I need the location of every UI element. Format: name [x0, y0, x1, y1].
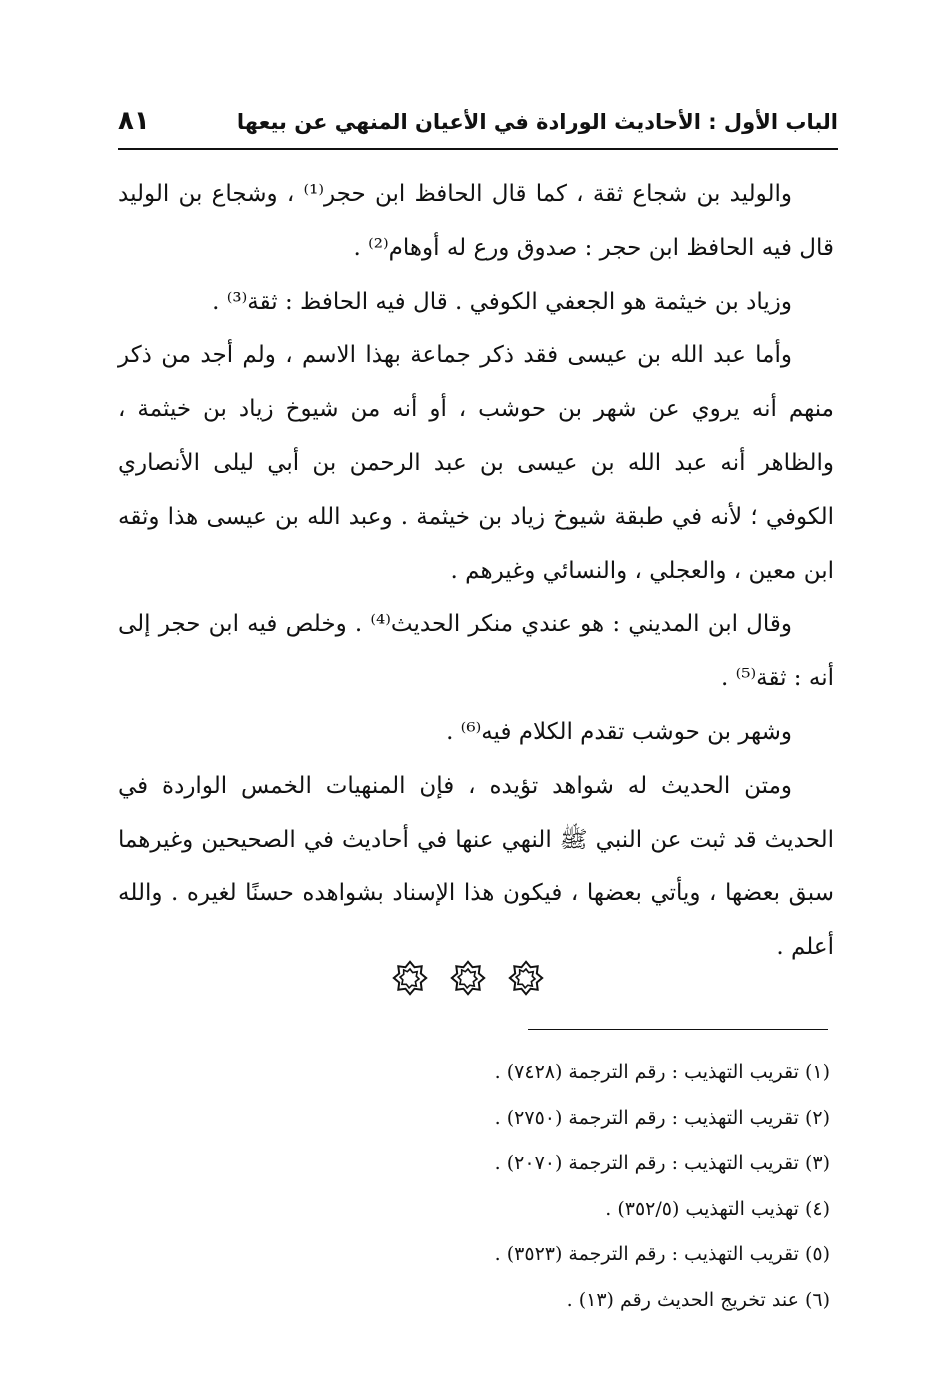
paragraph: والوليد بن شجاع ثقة ، كما قال الحافظ ابن حجر⁽¹⁾ ، وشجاع بن الوليد قال فيه الحافظ ابن حجر : صدوق ورع له أوهام⁽²⁾ . [118, 181, 834, 261]
footnote: (٤) تهذيب التهذيب (٣٥٢/٥) . [605, 1197, 830, 1220]
header-rule [118, 148, 838, 150]
paragraph: وأما عبد الله بن عيسى فقد ذكر جماعة بهذا الاسم ، ولم أجد من ذكر منهم أنه يروي عن شهر بن حوشب ، أو أنه من شيوخ زياد بن خيثمة ، والظاهر أنه عبد الله بن عيسى بن عبد الرحمن بن أبي ليلى الأنصاري الكوفي ؛ لأنه في طبقة شيوخ زياد بن خيثمة . وعبد الله بن عيسى هذا وثقه ابن معين ، والعجلي ، والنسائي وغيرهم . [118, 342, 834, 584]
footnotes [300, 1050, 830, 1324]
page-number: ٨١ [118, 106, 150, 136]
paragraph: ومتن الحديث له شواهد تؤيده ، فإن المنهيات الخمس الواردة في الحديث قد ثبت عن النبي ﷺ النهي عنها في أحاديث في الصحيحين وغيرهما سبق بعضها ، ويأتي بعضها ، فيكون هذا الإسناد بشواهده حسنًا لغيره . والله أعلم . [118, 772, 834, 961]
star-ornament-icon [392, 958, 428, 998]
star-ornament-icon [450, 958, 486, 998]
footnote: (٦) عند تخريج الحديث رقم (١٣) . [566, 1288, 830, 1311]
star-ornament-icon [508, 958, 544, 998]
footnote: (٢) تقريب التهذيب : رقم الترجمة (٢٧٥٠) . [494, 1106, 830, 1129]
section-ornaments [0, 958, 946, 1002]
footnote: (٣) تقريب التهذيب : رقم الترجمة (٢٠٧٠) . [494, 1152, 830, 1175]
main-text [118, 168, 834, 975]
paragraph: وشهر بن حوشب تقدم الكلام فيه⁽⁶⁾ . [446, 718, 792, 745]
paragraph: وقال ابن المديني : هو عندي منكر الحديث⁽⁴⁾ . وخلص فيه ابن حجر إلى أنه : ثقة⁽⁵⁾ . [118, 611, 834, 692]
footnote: (٥) تقريب التهذيب : رقم الترجمة (٣٥٢٣) . [494, 1243, 830, 1266]
chapter-title: الباب الأول : الأحاديث الورادة في الأعيان المنهي عن بيعها [236, 110, 838, 134]
footnote-separator [528, 1029, 828, 1030]
running-header [118, 104, 838, 148]
paragraph: وزياد بن خيثمة هو الجعفي الكوفي . قال فيه الحافظ : ثقة⁽³⁾ . [212, 288, 792, 315]
footnote: (١) تقريب التهذيب : رقم الترجمة (٧٤٢٨) . [494, 1061, 830, 1083]
